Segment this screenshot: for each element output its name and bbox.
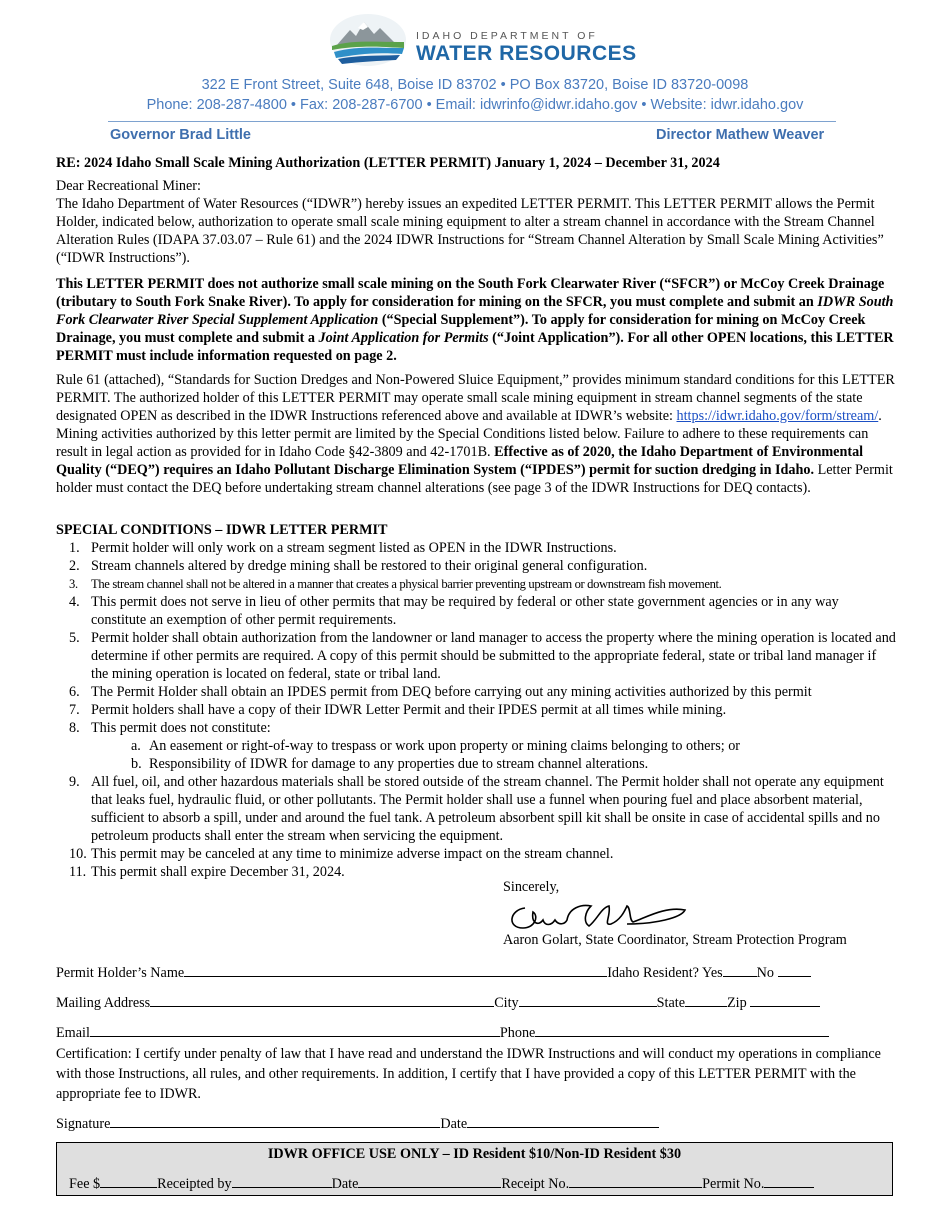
address-line: 322 E Front Street, Suite 648, Boise ID 83702 • PO Box 83720, Boise ID 83720-0098 (201, 77, 749, 93)
condition-number: 3. (69, 577, 78, 591)
rule-text-a: Rule 61 (attached), “Standards for Suction Dredges and Non-Powered Sluice Equipment,” provides minimum standard conditions for this LETTER PERMIT. The authorized holder of this LETTER PERMIT may operate small scale mining equipment in stream channel segments of the state designated OPEN as described in the IDWR Instructions referenced above and available at IDWR’s website: (56, 372, 895, 424)
idwr-logo (328, 12, 637, 72)
condition-text: This permit shall expire December 31, 2024. (91, 864, 345, 880)
sub-condition-item (56, 737, 896, 755)
mailing-row (56, 992, 820, 1012)
condition-number: 9. (69, 774, 80, 790)
permit-no-field[interactable] (764, 1173, 814, 1188)
resident-no-field[interactable] (778, 962, 811, 977)
re-line: RE: 2024 Idaho Small Scale Mining Authorization (LETTER PERMIT) January 1, 2024 – December 31, 2024 (56, 155, 720, 171)
intro-paragraph: The Idaho Department of Water Resources (“IDWR”) hereby issues an expedited LETTER PERMIT. This LETTER PERMIT allows the Permit Holder, indicated below, authorization to operate small scale mining equipment to alter a stream channel in accordance with the Stream Channel Alteration Rules (IDAPA 37.03.07 – Rule 61) and the 2024 IDWR Instructions for “Stream Channel Alteration by Small Scale Mining Activities” (“IDWR Instructions”). (56, 196, 884, 266)
rule-deq-bold: Effective as of 2020, the Idaho Department of Environmental Quality (“DEQ”) requires an Idaho Pollutant Discharge Elimination System (“IPDES”) permit for suction dredging in Idaho. (56, 444, 864, 478)
condition-text: Permit holder will only work on a stream segment listed as OPEN in the IDWR Instructions. (91, 540, 617, 556)
rule-text-c: Letter Permit holder must contact the DEQ before undertaking stream channel alterations (see page 3 of the IDWR Instructions for DEQ contacts). (56, 462, 893, 496)
signature-field[interactable] (110, 1113, 440, 1128)
zip-field[interactable] (750, 992, 820, 1007)
notice-joint-application: Joint Application for Permits (318, 330, 489, 346)
resident-question: Idaho Resident? Yes (607, 965, 723, 981)
signature-row (56, 1113, 659, 1133)
letter-intro (56, 177, 896, 267)
email-row (56, 1022, 829, 1042)
condition-item (56, 701, 896, 719)
date-field[interactable] (467, 1113, 659, 1128)
condition-item (56, 719, 896, 737)
condition-number: 6. (69, 684, 80, 700)
city-field[interactable] (519, 992, 657, 1007)
condition-item (56, 539, 896, 557)
resident-yes-field[interactable] (723, 962, 757, 977)
condition-number: 1. (69, 540, 80, 556)
signature-label: Signature (56, 1116, 111, 1132)
office-use-title: IDWR OFFICE USE ONLY – ID Resident $10/Non-ID Resident $30 (267, 1146, 682, 1162)
sfcr-notice (56, 275, 896, 365)
notice-special-supplement: IDWR South Fork Clearwater River Special Supplement Application (56, 294, 894, 328)
office-use-row (69, 1173, 814, 1193)
sub-condition-item (56, 755, 896, 773)
condition-text: Responsibility of IDWR for damage to any properties due to stream channel alterations. (149, 756, 649, 772)
governor-name: Governor Brad Little (110, 127, 251, 143)
email-field[interactable] (90, 1022, 500, 1037)
condition-text: This permit does not serve in lieu of other permits that may be required by federal or other state government agencies or in any way constitute an exemption of other permit requirements. (91, 594, 839, 628)
receipt-no-field[interactable] (569, 1173, 702, 1188)
salutation: Dear Recreational Miner: (56, 178, 201, 194)
rule61-paragraph (56, 371, 896, 497)
handwritten-signature (505, 898, 695, 934)
conditions-list (56, 539, 896, 737)
condition-item (56, 863, 896, 881)
resident-no-label: No (756, 965, 774, 981)
condition-number: 8. (69, 720, 80, 736)
zip-label: Zip (727, 995, 747, 1011)
condition-number: 7. (69, 702, 80, 718)
receipted-by-field[interactable] (232, 1173, 332, 1188)
phone-field[interactable] (535, 1022, 829, 1037)
date-label: Date (440, 1116, 468, 1132)
state-label: State (656, 995, 686, 1011)
conditions-list-continued (56, 773, 896, 881)
agency-main-text: WATER RESOURCES (416, 42, 637, 65)
notice-text-a: This LETTER PERMIT does not authorize small scale mining on the South Fork Clearwater River (“SFCR”) or McCoy Creek Drainage (tributary to South Fork Snake River). To apply for consideration for mining on the SFCR, you must complete and submit an (56, 276, 885, 310)
condition-text: Stream channels altered by dredge mining shall be restored to their original general configuration. (91, 558, 648, 574)
header-divider (108, 121, 836, 122)
conditions-title: SPECIAL CONDITIONS – IDWR LETTER PERMIT (56, 522, 388, 538)
condition-number: 2. (69, 558, 80, 574)
idwr-stream-link[interactable]: https://idwr.idaho.gov/form/stream/ (676, 408, 879, 424)
fee-label: Fee $ (69, 1176, 101, 1192)
permit-no-label: Permit No. (702, 1176, 765, 1192)
condition-text: Permit holder shall obtain authorization from the landowner or land manager to access the property where the mining operation is located and determine if other permits are required. A copy of this permit should be submitted to the appropriate federal, state or tribal land manager if the mining operation is located on federal, state or tribal land. (91, 630, 896, 682)
holder-row (56, 962, 811, 982)
receipt-no-label: Receipt No. (501, 1176, 570, 1192)
condition-item (56, 683, 896, 701)
condition-text: This permit does not constitute: (91, 720, 271, 736)
closing: Sincerely, (503, 879, 560, 895)
holder-name-field[interactable] (184, 962, 607, 977)
condition-text: All fuel, oil, and other hazardous materials shall be stored outside of the stream channel. The Permit holder shall not operate any equipment that leaks fuel, hydraulic fluid, or other pollutants. The Permit holder shall use a funnel when pouring fuel and place absorbent material, sufficient to absorb a spill, under and around the fuel tank. A petroleum absorbent spill kit shall be onsite in case of accidental spills and no petroleum products shall enter the stream when servicing the equipment. (91, 774, 884, 844)
holder-name-label: Permit Holder’s Name (56, 965, 185, 981)
office-date-label: Date (331, 1176, 359, 1192)
email-label: Email (56, 1025, 90, 1041)
special-conditions (56, 521, 896, 881)
condition-text: The stream channel shall not be altered in a manner that creates a physical barrier preventing upstream or downstream fish movement. (91, 577, 722, 591)
agency-top-text: IDAHO DEPARTMENT OF (416, 30, 598, 42)
contact-line: Phone: 208-287-4800 • Fax: 208-287-6700 • Email: idwrinfo@idwr.idaho.gov • Website: idwr.idaho.gov (146, 97, 804, 113)
mountain-river-logo-icon (328, 12, 408, 68)
notice-text-c: (“Joint Application”). For all other OPEN locations, this LETTER PERMIT must include information requested on page 2. (56, 330, 894, 364)
mailing-address-field[interactable] (150, 992, 494, 1007)
rule-text-b: . Mining activities authorized by this letter permit are limited by the Special Conditions listed below. Failure to adhere to these requirements can result in legal action as provided for in Idaho Code §42-3809 and 42-1701B. (56, 408, 882, 460)
director-name: Director Mathew Weaver (656, 127, 825, 143)
condition-number: 4. (69, 594, 80, 610)
sub-conditions-list (56, 737, 896, 773)
condition-number: 5. (69, 630, 80, 646)
condition-item (56, 773, 896, 845)
condition-text: An easement or right-of-way to trespass or work upon property or mining claims belonging to others; or (149, 738, 741, 754)
office-use-box (56, 1142, 893, 1196)
city-label: City (494, 995, 519, 1011)
receipted-by-label: Receipted by (157, 1176, 232, 1192)
condition-number: 10. (69, 846, 87, 862)
mailing-label: Mailing Address (56, 995, 151, 1011)
office-date-field[interactable] (358, 1173, 501, 1188)
notice-text-b: (“Special Supplement”). To apply for consideration for mining on McCoy Creek Drainage, you must complete and submit a (56, 312, 866, 346)
condition-item (56, 557, 896, 575)
condition-text: The Permit Holder shall obtain an IPDES permit from DEQ before carrying out any mining activities authorized by this permit (91, 684, 812, 700)
condition-item (56, 575, 896, 593)
phone-label: Phone (499, 1025, 536, 1041)
certification: Certification: I certify under penalty of law that I have read and understand the IDWR Instructions and will conduct my operations in compliance with those Instructions, all rules, and other requirements. In addition, I certify that I have provided a copy of this LETTER PERMIT with the appropriate fee to IDWR. (56, 1046, 881, 1102)
condition-item (56, 845, 896, 863)
state-field[interactable] (685, 992, 727, 1007)
condition-item (56, 629, 896, 683)
condition-number: b. (131, 756, 142, 772)
condition-item (56, 593, 896, 629)
condition-number: a. (131, 738, 141, 754)
condition-text: Permit holders shall have a copy of their IDWR Letter Permit and their IPDES permit at all times while mining. (91, 702, 727, 718)
fee-field[interactable] (100, 1173, 157, 1188)
condition-number: 11. (69, 864, 87, 880)
signer: Aaron Golart, State Coordinator, Stream Protection Program (503, 932, 847, 948)
condition-text: This permit may be canceled at any time to minimize adverse impact on the stream channel. (91, 846, 614, 862)
